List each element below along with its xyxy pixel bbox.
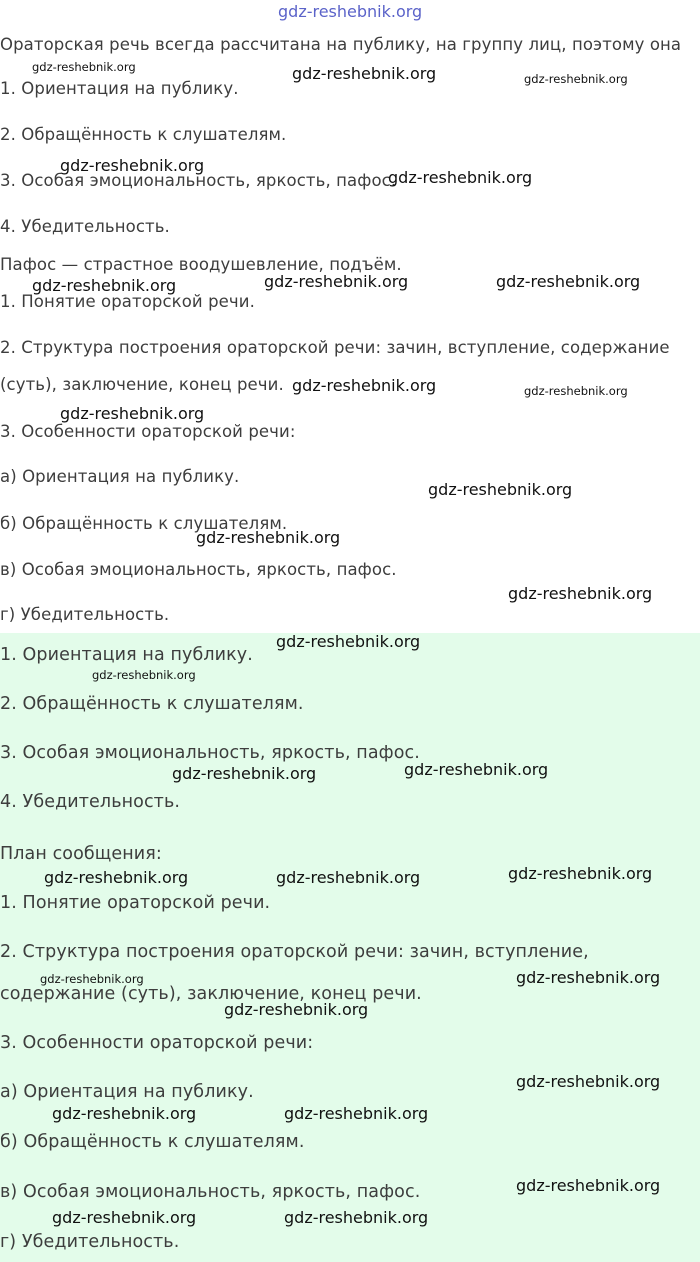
text-line: Ораторская речь всегда рассчитана на публику, на группу лиц, поэтому она: [0, 35, 682, 54]
watermark: gdz-reshebnik.org: [60, 404, 205, 423]
watermark: gdz-reshebnik.org: [404, 760, 549, 779]
text-line: (суть), заключение, конец речи.: [0, 375, 284, 394]
text-line: содержание (суть), заключение, конец речи.: [0, 984, 422, 1004]
watermark: gdz-reshebnik.org: [508, 864, 653, 883]
text-line: 3. Особая эмоциональность, яркость, пафос.: [0, 743, 420, 763]
watermark: gdz-reshebnik.org: [196, 528, 341, 547]
text-line: в) Особая эмоциональность, яркость, пафос.: [0, 1182, 421, 1202]
text-line: 2. Обращённость к слушателям.: [0, 125, 287, 144]
text-line: 3. Особенности ораторской речи:: [0, 1033, 314, 1053]
watermark: gdz-reshebnik.org: [284, 1104, 429, 1123]
watermark: gdz-reshebnik.org: [388, 168, 533, 187]
text-line: а) Ориентация на публику.: [0, 1082, 254, 1102]
watermark: gdz-reshebnik.org: [60, 156, 205, 175]
text-line: 1. Понятие ораторской речи.: [0, 893, 271, 913]
watermark: gdz-reshebnik.org: [508, 584, 653, 603]
text-line: г) Убедительность.: [0, 1232, 180, 1252]
watermark: gdz-reshebnik.org: [292, 64, 437, 83]
text-line: Пафос — страстное воодушевление, подъём.: [0, 255, 402, 274]
watermark: gdz-reshebnik.org: [276, 868, 421, 887]
text-line: б) Обращённость к слушателям.: [0, 1132, 305, 1152]
text-line: 4. Убедительность.: [0, 217, 170, 236]
text-line: г) Убедительность.: [0, 605, 170, 624]
text-line: 2. Структура построения ораторской речи: зачин, вступление, содержание: [0, 338, 670, 357]
text-line: 1. Понятие ораторской речи.: [0, 292, 255, 311]
watermark: gdz-reshebnik.org: [524, 72, 628, 86]
watermark: gdz-reshebnik.org: [516, 1176, 661, 1195]
watermark: gdz-reshebnik.org: [40, 972, 144, 986]
watermark: gdz-reshebnik.org: [276, 632, 421, 651]
watermark: gdz-reshebnik.org: [172, 764, 317, 783]
watermark: gdz-reshebnik.org: [52, 1104, 197, 1123]
watermark: gdz-reshebnik.org: [516, 1072, 661, 1091]
watermark: gdz-reshebnik.org: [292, 376, 437, 395]
watermark: gdz-reshebnik.org: [44, 868, 189, 887]
text-line: б) Обращённость к слушателям.: [0, 514, 288, 533]
text-line: 3. Особенности ораторской речи:: [0, 422, 296, 441]
text-line: План сообщения:: [0, 844, 162, 864]
watermark: gdz-reshebnik.org: [524, 384, 628, 398]
watermark: gdz-reshebnik.org: [428, 480, 573, 499]
text-line: а) Ориентация на публику.: [0, 467, 240, 486]
watermark: gdz-reshebnik.org: [516, 968, 661, 987]
watermark: gdz-reshebnik.org: [32, 276, 177, 295]
watermark: gdz-reshebnik.org: [32, 60, 136, 74]
text-line: 4. Убедительность.: [0, 792, 181, 812]
watermark: gdz-reshebnik.org: [224, 1000, 369, 1019]
text-line: 1. Ориентация на публику.: [0, 79, 239, 98]
text-line: в) Особая эмоциональность, яркость, пафос.: [0, 560, 397, 579]
text-line: 3. Особая эмоциональность, яркость, пафос.: [0, 171, 397, 190]
watermark: gdz-reshebnik.org: [284, 1208, 429, 1227]
watermark: gdz-reshebnik.org: [92, 668, 196, 682]
text-line: 2. Обращённость к слушателям.: [0, 694, 304, 714]
watermark: gdz-reshebnik.org: [496, 272, 641, 291]
text-line: 2. Структура построения ораторской речи: зачин, вступление,: [0, 942, 589, 962]
text-line: 1. Ориентация на публику.: [0, 645, 253, 665]
watermark: gdz-reshebnik.org: [264, 272, 409, 291]
site-header-link[interactable]: gdz-reshebnik.org: [278, 2, 423, 21]
watermark: gdz-reshebnik.org: [52, 1208, 197, 1227]
